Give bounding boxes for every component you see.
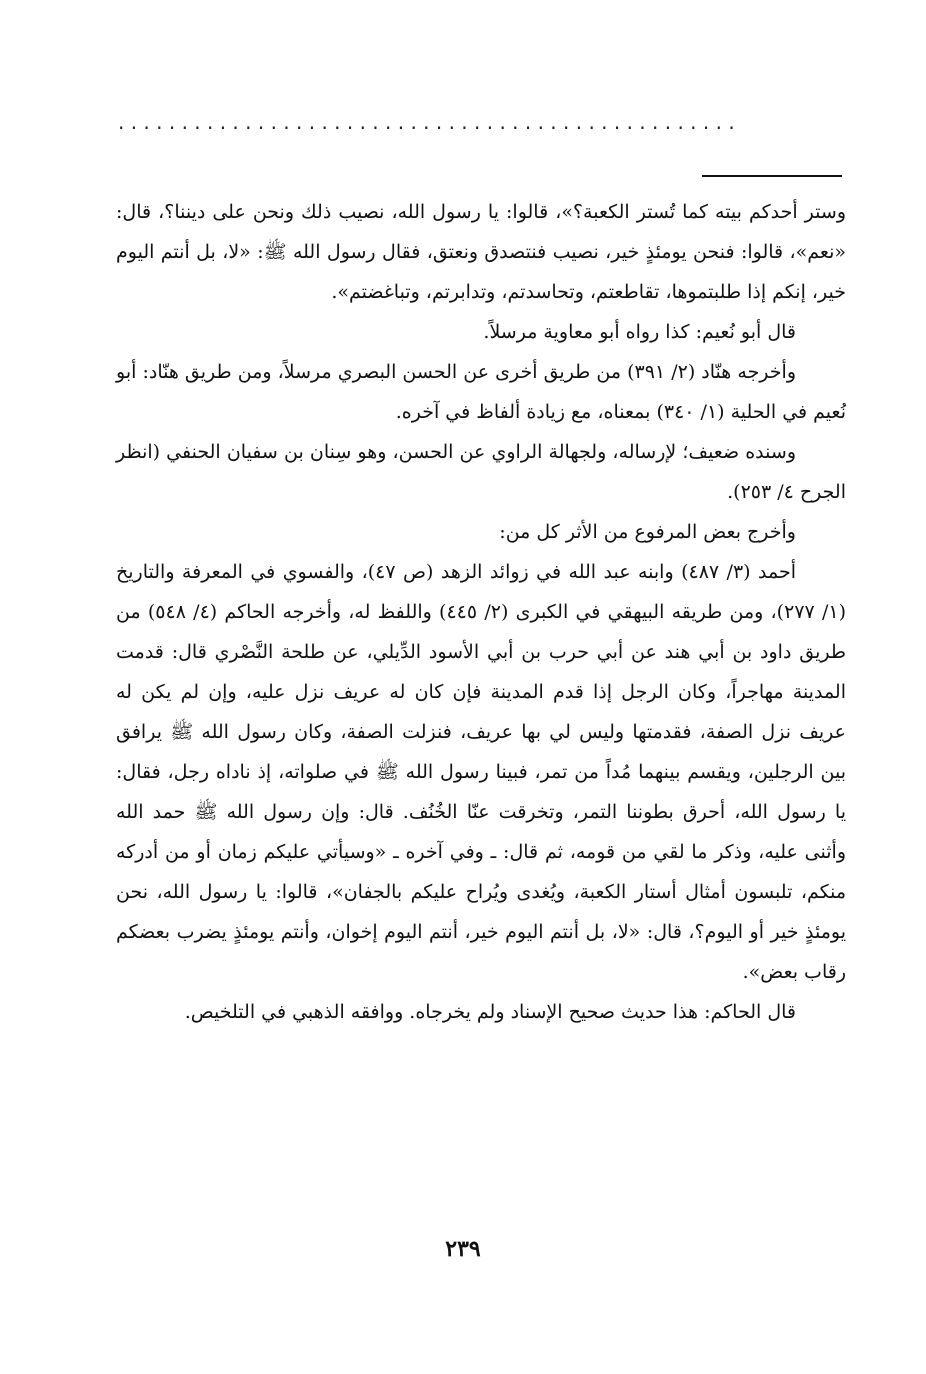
paragraph-ahmad-hadith: أحمد (٣/ ٤٨٧) وابنه عبد الله في زوائد الزهد (ص ٤٧)، والفسوي في المعرفة والتاريخ (١/ ٢٧٧)، ومن طريقه البيهقي في الكبرى (٢/ ٤٤٥) واللفظ له، وأخرجه الحاكم (٤/ ٥٤٨) من طريق داود بن أبي هند عن أبي حرب بن أبي الأسود الدِّيلي، عن طلحة النَّصْري قال: قدمت المدينة مهاجراً، وكان الرجل إذا قدم المدينة فإن كان له عريف نزل عليه، وإن لم يكن له عريف نزل الصفة، فقدمتها وليس لي بها عريف، فنزلت الصفة، وكان رسول الله ﷺ يرافق بين الرجلين، ويقسم بينهما مُداً من تمر، فبينا رسول الله ﷺ في صلواته، إذ ناداه رجل، فقال: يا رسول الله، أحرق بطوننا التمر، وتخرقت عنّا الخُنُف. قال: وإن رسول الله ﷺ حمد الله وأثنى عليه، وذكر ما لقي من قومه، ثم قال: ـ وفي آخره ـ «وسيأتي عليكم زمان أو من أدركه منكم، تلبسون أمثال أستار الكعبة، ويُغدى ويُراح عليكم بالجفان»، قالوا: يا رسول الله، نحن يومئذٍ خير أو اليوم؟، قال: «لا، بل أنتم اليوم خير، أنتم اليوم إخوان، وأنتم يومئذٍ يضرب بعضكم رقاب بعض».: [116, 561, 847, 983]
separator-dots: . . . . . . . . . . . . . . . . . . . . . . . . . . . . . . . . . . . . . . . . . . . . . . . . .: [118, 110, 735, 130]
paragraph-isnad-weak: وسنده ضعيف؛ لإرساله، ولجهالة الراوي عن الحسن، وهو سِنان بن سفيان الحنفي (انظر الجرح ٤/ ٢٥٣).: [116, 441, 846, 503]
paragraph-abu-nuaym: قال أبو نُعيم: كذا رواه أبو معاوية مرسلاً.: [483, 321, 796, 343]
footnote-rule: [702, 175, 842, 177]
paragraph-hannad: وأخرجه هنّاد (٢/ ٣٩١) من طريق أخرى عن الحسن البصري مرسلاً، ومن طريق هنّاد: أبو نُعيم في الحلية (١/ ٣٤٠) بمعناه، مع زيادة ألفاظ في آخره.: [116, 361, 846, 423]
page-number: ٢٣٩: [445, 1236, 481, 1262]
paragraph-continued-hadith: وستر أحدكم بيته كما تُستر الكعبة؟»، قالوا: يا رسول الله، نصيب ذلك ونحن على ديننا؟، قال: «نعم»، قالوا: فنحن يومئذٍ خير، نصيب فنتصدق ونعتق، فقال رسول الله ﷺ: «لا، بل أنتم اليوم خير، إنكم إذا طلبتموها، تقاطعتم، وتحاسدتم، وتدابرتم، وتباغضتم».: [116, 201, 846, 303]
paragraph-marfu-intro: وأخرج بعض المرفوع من الأثر كل من:: [499, 521, 796, 543]
page-body: [116, 192, 846, 1032]
paragraph-hakim-verdict: قال الحاكم: هذا حديث صحيح الإسناد ولم يخرجاه. ووافقه الذهبي في التلخيص.: [184, 1001, 796, 1023]
